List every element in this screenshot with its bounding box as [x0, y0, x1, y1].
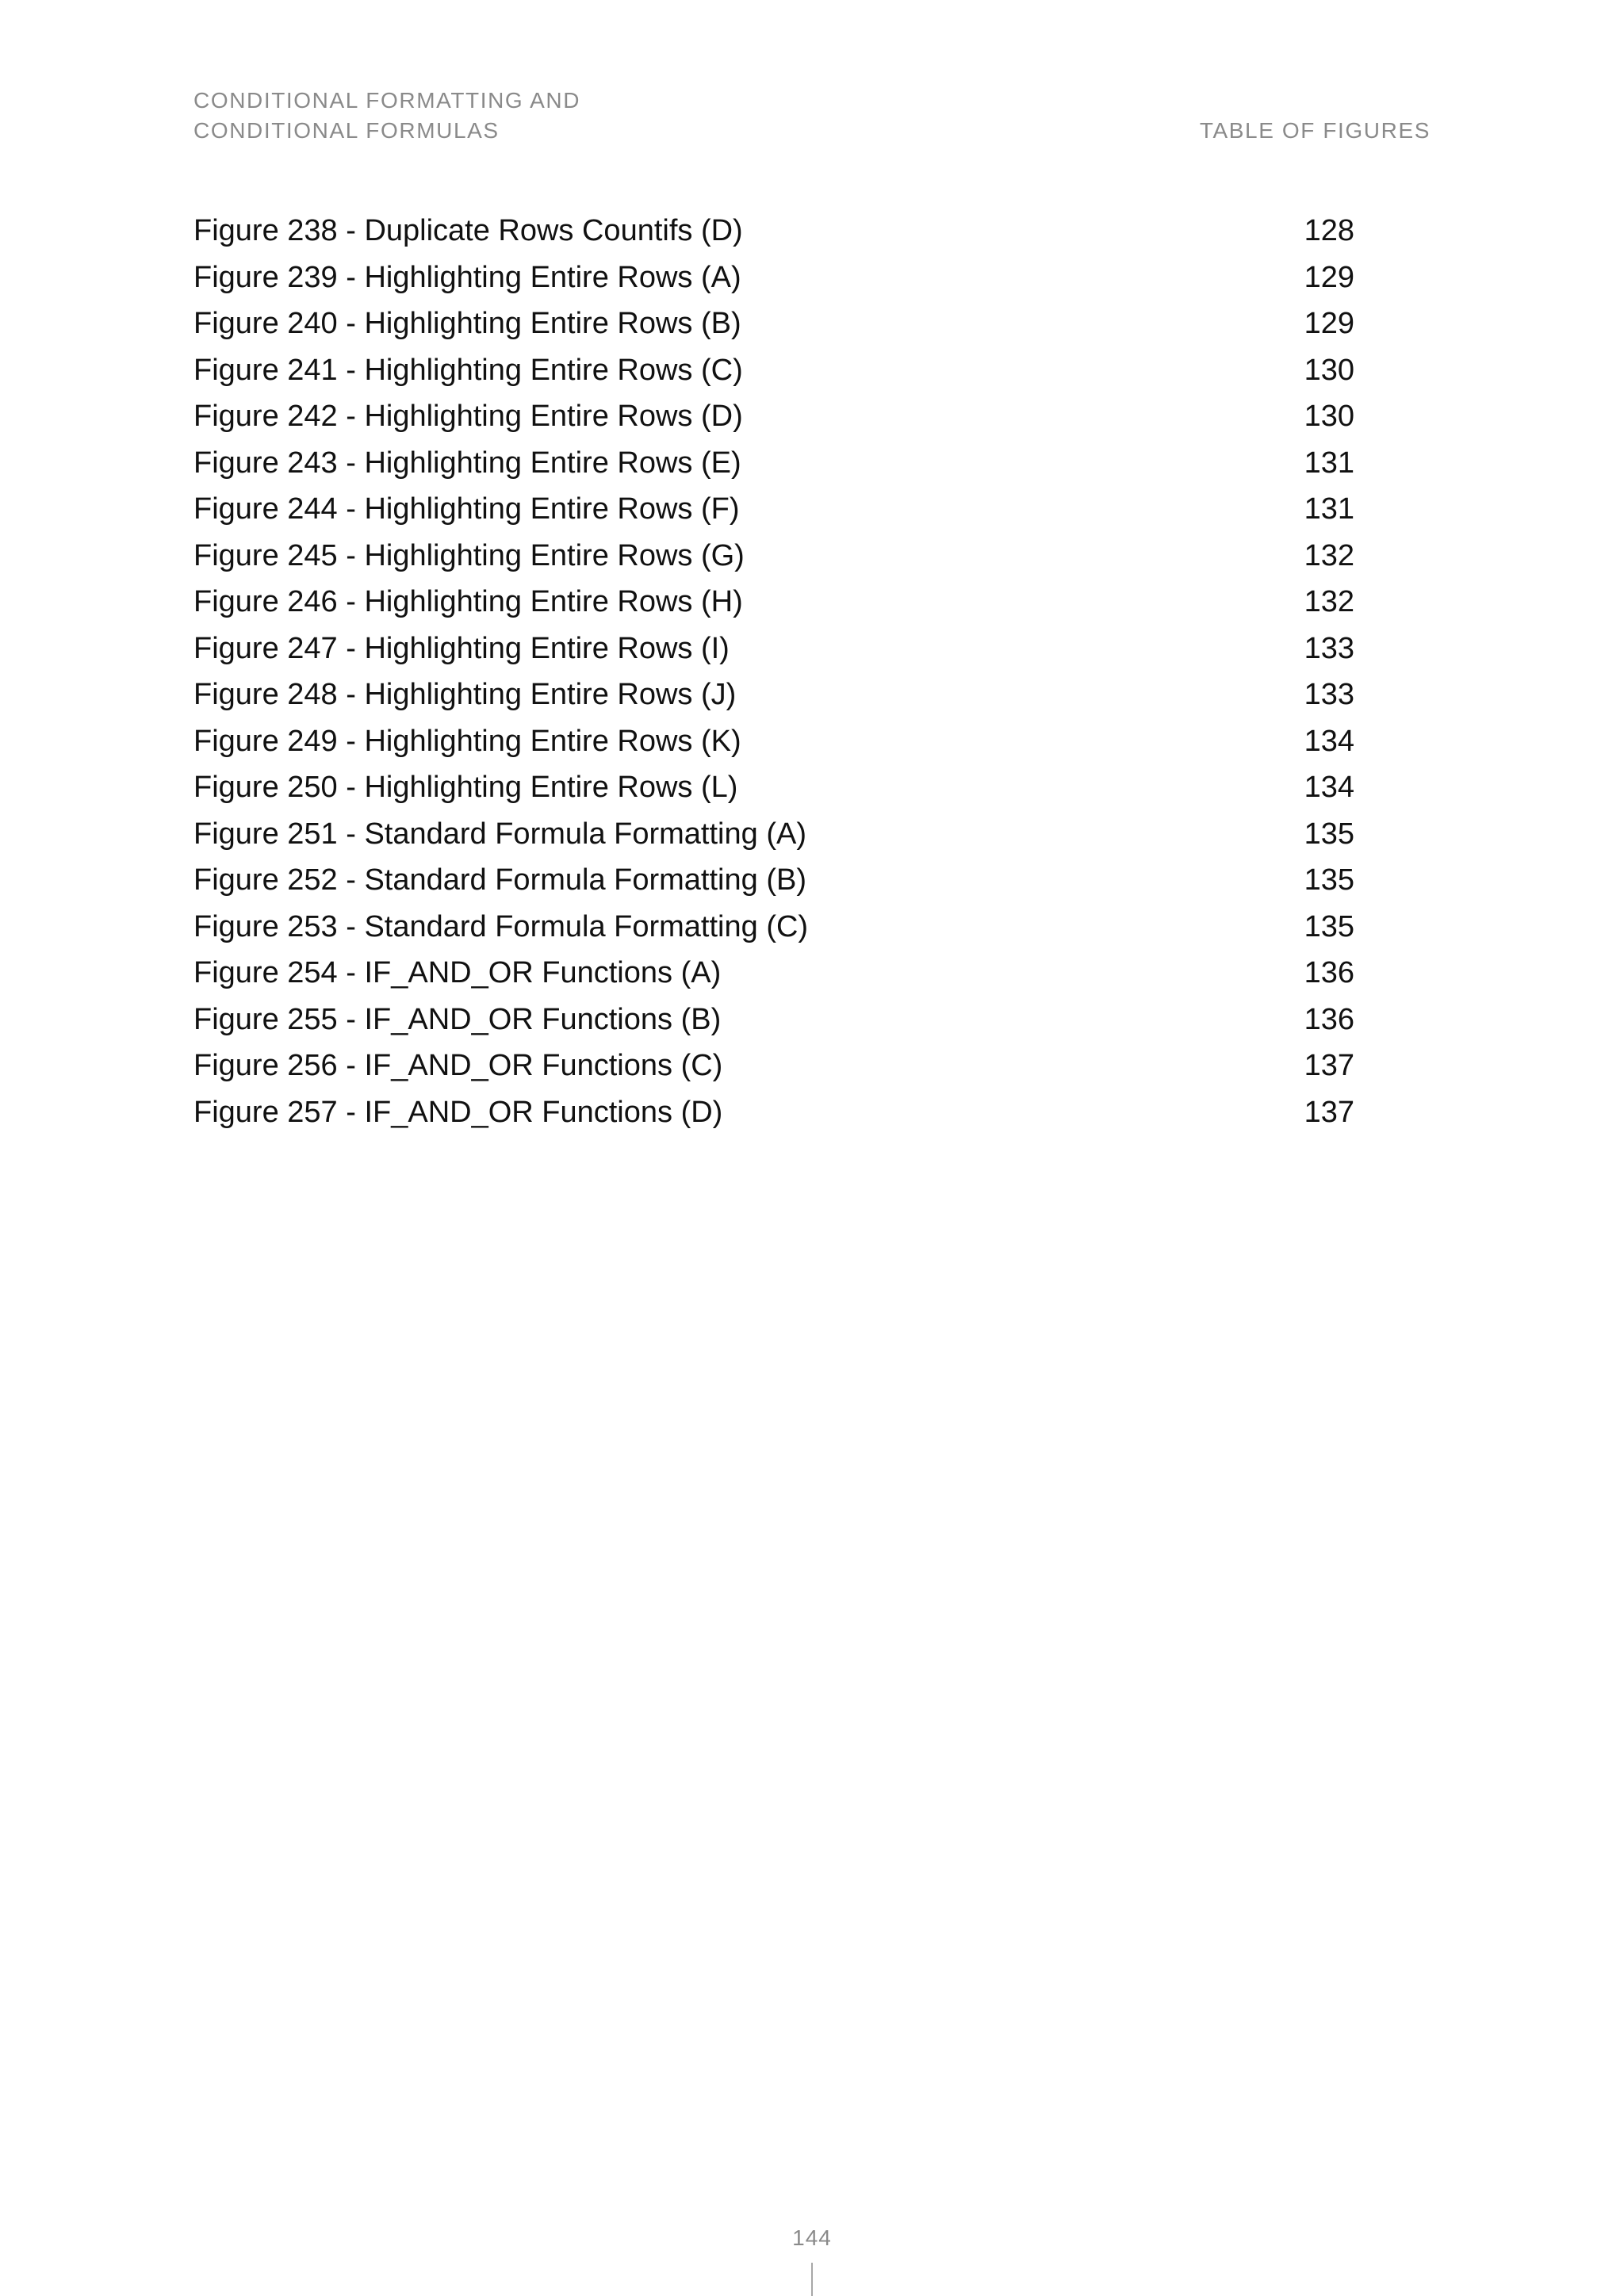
figure-entry — [193, 997, 1354, 1043]
figure-page-number: 132 — [1304, 538, 1354, 572]
figure-page-number: 131 — [1304, 446, 1354, 480]
footer-divider — [811, 2263, 813, 2296]
figure-title: Figure 251 - Standard Formula Formatting (A) — [193, 817, 806, 851]
figure-page-number: 136 — [1304, 956, 1354, 989]
figure-page-number: 131 — [1304, 492, 1354, 526]
figure-page-number: 133 — [1304, 678, 1354, 711]
figure-entry — [193, 300, 1354, 347]
running-head-left — [193, 86, 749, 146]
figure-title: Figure 250 - Highlighting Entire Rows (L) — [193, 771, 738, 804]
running-head-right: TABLE OF FIGURES — [1199, 118, 1431, 143]
figure-title: Figure 245 - Highlighting Entire Rows (G) — [193, 538, 745, 572]
figure-entry — [193, 533, 1354, 580]
figure-entry — [193, 626, 1354, 672]
figure-page-number: 129 — [1304, 260, 1354, 294]
figure-entry — [193, 811, 1354, 858]
figure-entry — [193, 1089, 1354, 1136]
figure-title: Figure 254 - IF_AND_OR Functions (A) — [193, 956, 722, 989]
figure-title: Figure 255 - IF_AND_OR Functions (B) — [193, 1002, 722, 1036]
figure-entry — [193, 857, 1354, 904]
figure-title: Figure 243 - Highlighting Entire Rows (E) — [193, 446, 741, 480]
figure-page-number: 130 — [1304, 400, 1354, 433]
figure-entry — [193, 393, 1354, 440]
figure-page-number: 134 — [1304, 724, 1354, 758]
figure-title: Figure 257 - IF_AND_OR Functions (D) — [193, 1095, 723, 1129]
figure-title: Figure 241 - Highlighting Entire Rows (C) — [193, 353, 743, 387]
page-number: 144 — [792, 2225, 832, 2250]
running-head-left-line-2: CONDITIONAL FORMULAS — [193, 118, 500, 143]
figure-page-number: 136 — [1304, 1002, 1354, 1036]
figure-page-number: 133 — [1304, 631, 1354, 665]
figure-entry — [193, 904, 1354, 951]
table-of-figures-list — [193, 208, 1354, 1135]
figure-page-number: 130 — [1304, 353, 1354, 387]
figure-entry — [193, 486, 1354, 533]
figure-page-number: 135 — [1304, 909, 1354, 943]
figure-title: Figure 242 - Highlighting Entire Rows (D) — [193, 400, 743, 433]
figure-entry — [193, 254, 1354, 301]
figure-entry — [193, 579, 1354, 626]
figure-title: Figure 249 - Highlighting Entire Rows (K) — [193, 724, 741, 758]
figure-title: Figure 246 - Highlighting Entire Rows (H) — [193, 585, 743, 618]
figure-title: Figure 239 - Highlighting Entire Rows (A) — [193, 260, 741, 294]
figure-title: Figure 247 - Highlighting Entire Rows (I) — [193, 631, 730, 665]
figure-page-number: 128 — [1304, 214, 1354, 247]
figure-entry — [193, 718, 1354, 765]
figure-entry — [193, 440, 1354, 487]
figure-title: Figure 240 - Highlighting Entire Rows (B) — [193, 307, 741, 340]
figure-title: Figure 256 - IF_AND_OR Functions (C) — [193, 1049, 723, 1082]
running-head-left-line-1: CONDITIONAL FORMATTING AND — [193, 88, 581, 113]
figure-page-number: 129 — [1304, 307, 1354, 340]
figure-page-number: 135 — [1304, 817, 1354, 851]
figure-entry — [193, 950, 1354, 997]
figure-page-number: 132 — [1304, 585, 1354, 618]
figure-page-number: 137 — [1304, 1049, 1354, 1082]
figure-page-number: 137 — [1304, 1095, 1354, 1129]
figure-page-number: 135 — [1304, 863, 1354, 897]
figure-title: Figure 248 - Highlighting Entire Rows (J) — [193, 678, 737, 711]
figure-entry — [193, 208, 1354, 254]
figure-entry — [193, 672, 1354, 718]
figure-page-number: 134 — [1304, 771, 1354, 804]
figure-title: Figure 238 - Duplicate Rows Countifs (D) — [193, 214, 743, 247]
figure-title: Figure 253 - Standard Formula Formatting (C) — [193, 909, 809, 943]
figure-entry — [193, 1043, 1354, 1089]
figure-entry — [193, 764, 1354, 811]
figure-entry — [193, 347, 1354, 394]
figure-title: Figure 244 - Highlighting Entire Rows (F) — [193, 492, 740, 526]
figure-title: Figure 252 - Standard Formula Formatting (B) — [193, 863, 806, 897]
